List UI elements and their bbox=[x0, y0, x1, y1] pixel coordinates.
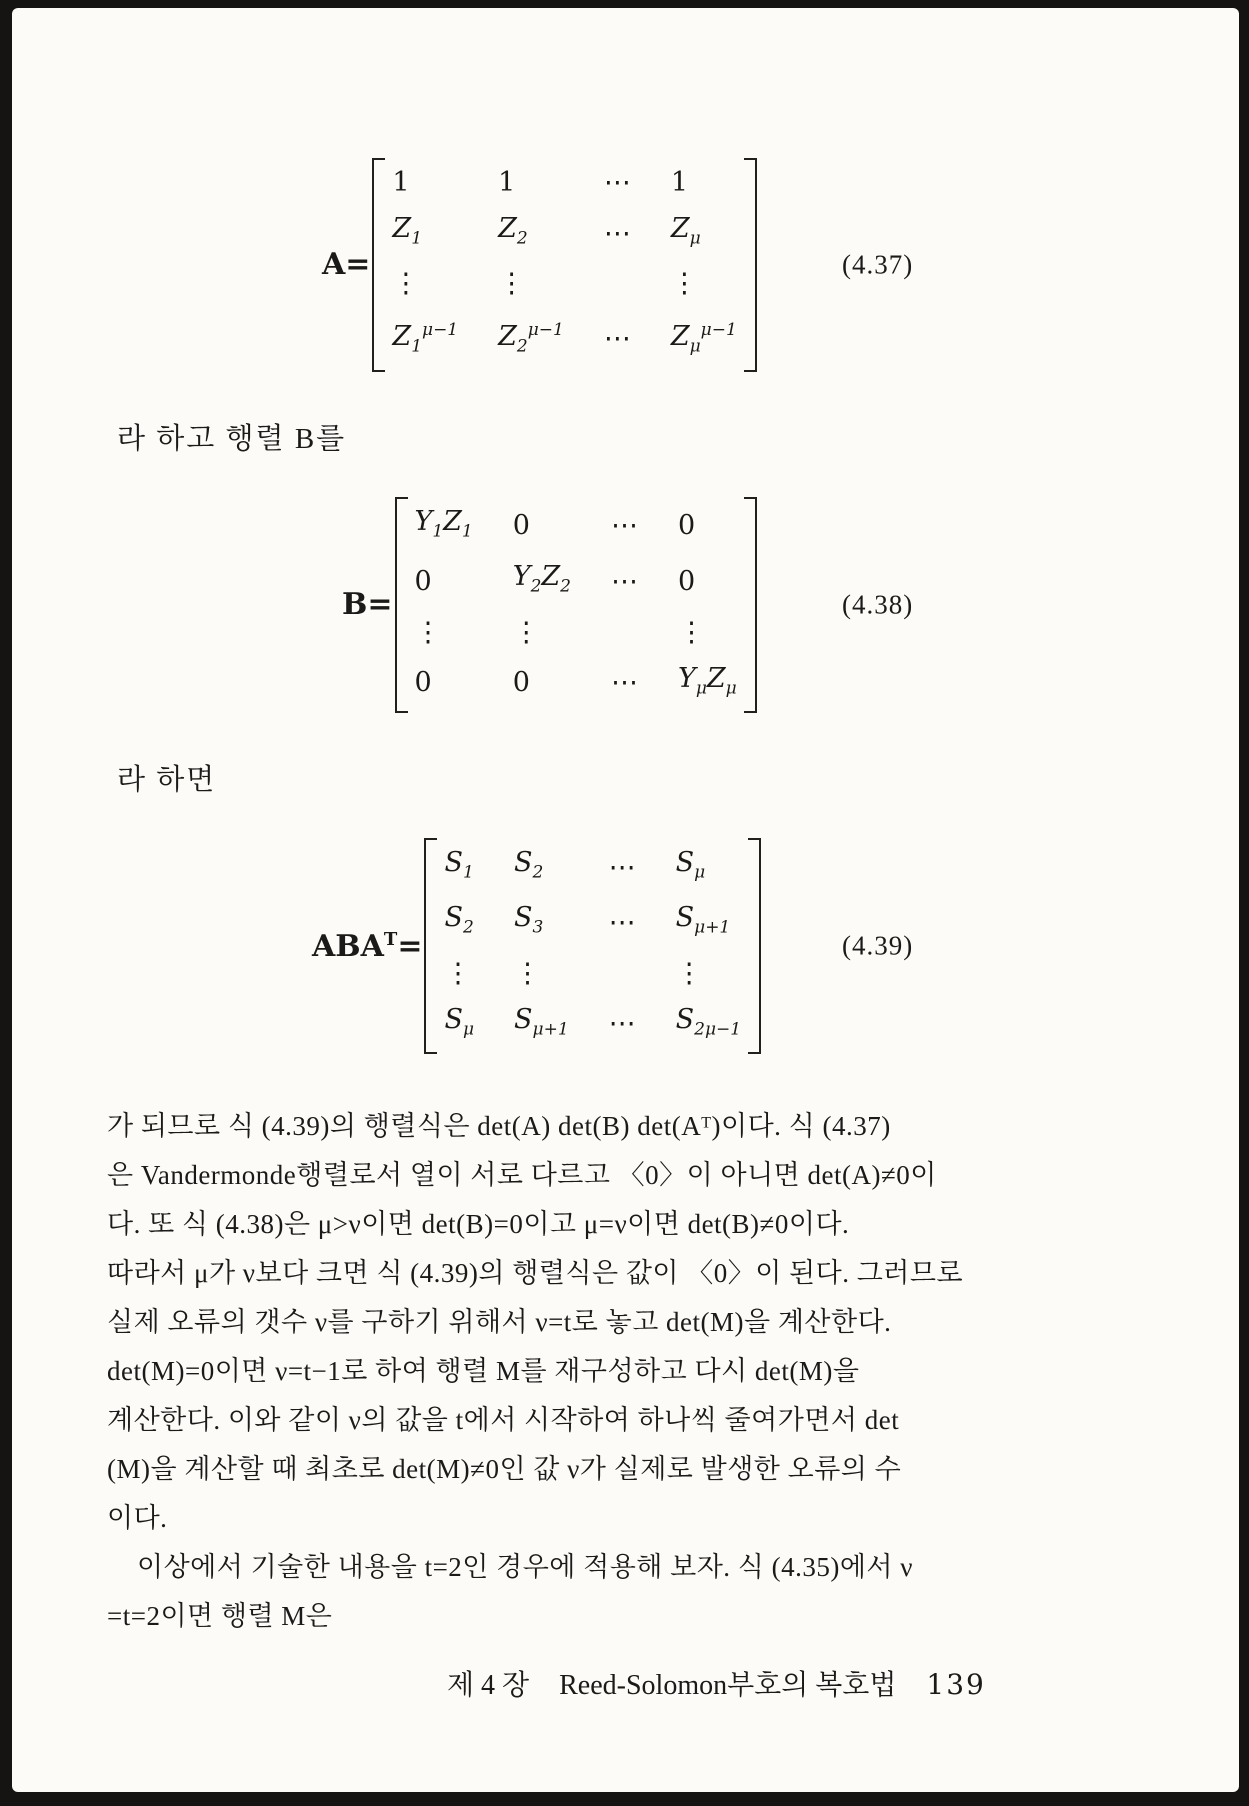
body-text-line: 실제 오류의 갯수 ν를 구하기 위해서 ν=t로 놓고 det(M)을 계산한다. bbox=[107, 1307, 892, 1338]
equation-label: (4.38) bbox=[842, 589, 914, 620]
matrix-cell: $S_{\mu+1}$ bbox=[514, 1003, 569, 1040]
matrix-cell: ⋯ bbox=[608, 851, 636, 883]
matrix-abat-lhs: $ABA^T=$ bbox=[312, 928, 423, 964]
matrix-cell: 0 bbox=[512, 667, 530, 699]
body-text-line: 이다. bbox=[107, 1503, 168, 1534]
body-paragraph-1 bbox=[107, 1102, 1144, 1543]
body-text-line: 이상에서 기술한 내용을 t=2인 경우에 적용해 보자. 식 (4.35)에서 ν bbox=[137, 1552, 913, 1583]
matrix-cell: 1 bbox=[392, 167, 410, 198]
matrix-cell: ⋯ bbox=[603, 217, 631, 249]
matrix-cell: $S_2$ bbox=[444, 902, 474, 938]
matrix-a bbox=[372, 158, 756, 372]
matrix-cell: $Y_1Z_1$ bbox=[414, 505, 473, 542]
book-page bbox=[12, 8, 1239, 1792]
page-footer bbox=[107, 1663, 1144, 1703]
body-text-line: (M)을 계산할 때 최초로 det(M)≠0인 값 ν가 실제로 발생한 오류의 수 bbox=[107, 1454, 902, 1485]
matrix-cell: $S_{\mu+1}$ bbox=[675, 902, 731, 938]
lead-text-matrix-b: 라 하고 행렬 B를 bbox=[117, 422, 347, 455]
matrix-cell: $Z_\mu$ bbox=[670, 213, 701, 249]
matrix-cell: ⋮ bbox=[414, 616, 442, 648]
equation-label: (4.39) bbox=[842, 930, 914, 961]
matrix-cell: ⋮ bbox=[678, 616, 705, 648]
matrix-cell: ⋮ bbox=[670, 268, 698, 300]
matrix-cell: ⋯ bbox=[603, 322, 631, 354]
matrix-a-grid bbox=[392, 168, 736, 362]
matrix-cell: ⋮ bbox=[514, 957, 542, 989]
equation-4-38 bbox=[107, 497, 1144, 713]
matrix-cell: $S_\mu$ bbox=[675, 846, 706, 883]
matrix-cell: ⋯ bbox=[608, 1008, 636, 1040]
chapter-label: 제 4 장 bbox=[447, 1670, 530, 1702]
matrix-cell: $S_\mu$ bbox=[444, 1003, 475, 1040]
matrix-cell: $Z_1^{\mu-1}$ bbox=[392, 320, 459, 357]
equation-body bbox=[312, 838, 761, 1054]
matrix-abat-grid bbox=[444, 848, 741, 1044]
matrix-cell: 0 bbox=[512, 510, 530, 542]
matrix-cell: $Y_2Z_2$ bbox=[512, 561, 571, 597]
matrix-cell: $Z_1$ bbox=[392, 213, 423, 249]
matrix-cell: $Y_\mu Z_\mu$ bbox=[678, 662, 737, 698]
matrix-b-grid bbox=[415, 507, 737, 703]
equation-body bbox=[342, 497, 757, 713]
matrix-cell: $S_2$ bbox=[514, 846, 544, 883]
matrix-b-lhs: B= bbox=[342, 587, 393, 623]
matrix-cell: $S_{2\mu-1}$ bbox=[675, 1003, 742, 1040]
matrix-cell: 0 bbox=[414, 667, 432, 699]
matrix-cell: 0 bbox=[678, 565, 696, 597]
matrix-cell: ⋯ bbox=[611, 667, 638, 699]
page-number: 139 bbox=[926, 1668, 986, 1702]
matrix-abat bbox=[424, 838, 761, 1054]
matrix-cell: ⋯ bbox=[608, 907, 636, 939]
body-text-line: 은 Vandermonde행렬로서 열이 서로 다르고 〈0〉이 아니면 det(A)≠0이 bbox=[107, 1160, 937, 1191]
matrix-cell: ⋮ bbox=[498, 268, 526, 300]
equation-4-37 bbox=[107, 158, 1144, 372]
chapter-title: Reed-Solomon부호의 복호법 bbox=[559, 1670, 897, 1702]
equation-body bbox=[322, 158, 757, 372]
matrix-cell: $Z_2^{\mu-1}$ bbox=[498, 320, 564, 357]
lead-text-then: 라 하면 bbox=[117, 763, 217, 796]
body-text-line: 따라서 μ가 ν보다 크면 식 (4.39)의 행렬식은 값이 〈0〉이 된다. 그러므로 bbox=[107, 1258, 964, 1289]
body-text-line: 가 되므로 식 (4.39)의 행렬식은 det(A) det(B) det(Aᵀ)이다. 식 (4.37) bbox=[107, 1111, 891, 1142]
matrix-b bbox=[395, 497, 757, 713]
matrix-a-lhs: A= bbox=[322, 247, 371, 283]
matrix-cell: ⋯ bbox=[603, 167, 631, 198]
matrix-cell: 0 bbox=[414, 565, 432, 597]
matrix-cell: $S_1$ bbox=[444, 846, 474, 883]
body-text-line: =t=2이면 행렬 M은 bbox=[107, 1601, 333, 1632]
body-paragraph-2 bbox=[107, 1543, 1144, 1641]
matrix-cell: ⋮ bbox=[392, 268, 420, 300]
matrix-cell: $S_3$ bbox=[514, 902, 544, 938]
matrix-cell: ⋮ bbox=[444, 957, 472, 989]
matrix-cell: ⋮ bbox=[675, 957, 703, 989]
body-text-line: 계산한다. 이와 같이 ν의 값을 t에서 시작하여 하나씩 줄여가면서 det bbox=[107, 1405, 900, 1436]
matrix-cell: ⋯ bbox=[611, 510, 638, 542]
matrix-cell: 1 bbox=[670, 167, 689, 198]
body-text-line: det(M)=0이면 ν=t−1로 하여 행렬 M를 재구성하고 다시 det(M)을 bbox=[107, 1356, 860, 1387]
matrix-cell: ⋯ bbox=[611, 565, 638, 597]
equation-4-39 bbox=[107, 838, 1144, 1054]
equation-label: (4.37) bbox=[842, 249, 914, 280]
matrix-cell: 0 bbox=[678, 510, 696, 542]
matrix-cell: $Z_\mu^{\mu-1}$ bbox=[670, 320, 737, 357]
matrix-cell: $Z_2$ bbox=[498, 213, 528, 249]
matrix-cell: 1 bbox=[498, 167, 516, 198]
body-text-line: 다. 또 식 (4.38)은 μ>ν이면 det(B)=0이고 μ=ν이면 det(B)≠0이다. bbox=[107, 1209, 850, 1240]
matrix-cell: ⋮ bbox=[512, 616, 540, 648]
